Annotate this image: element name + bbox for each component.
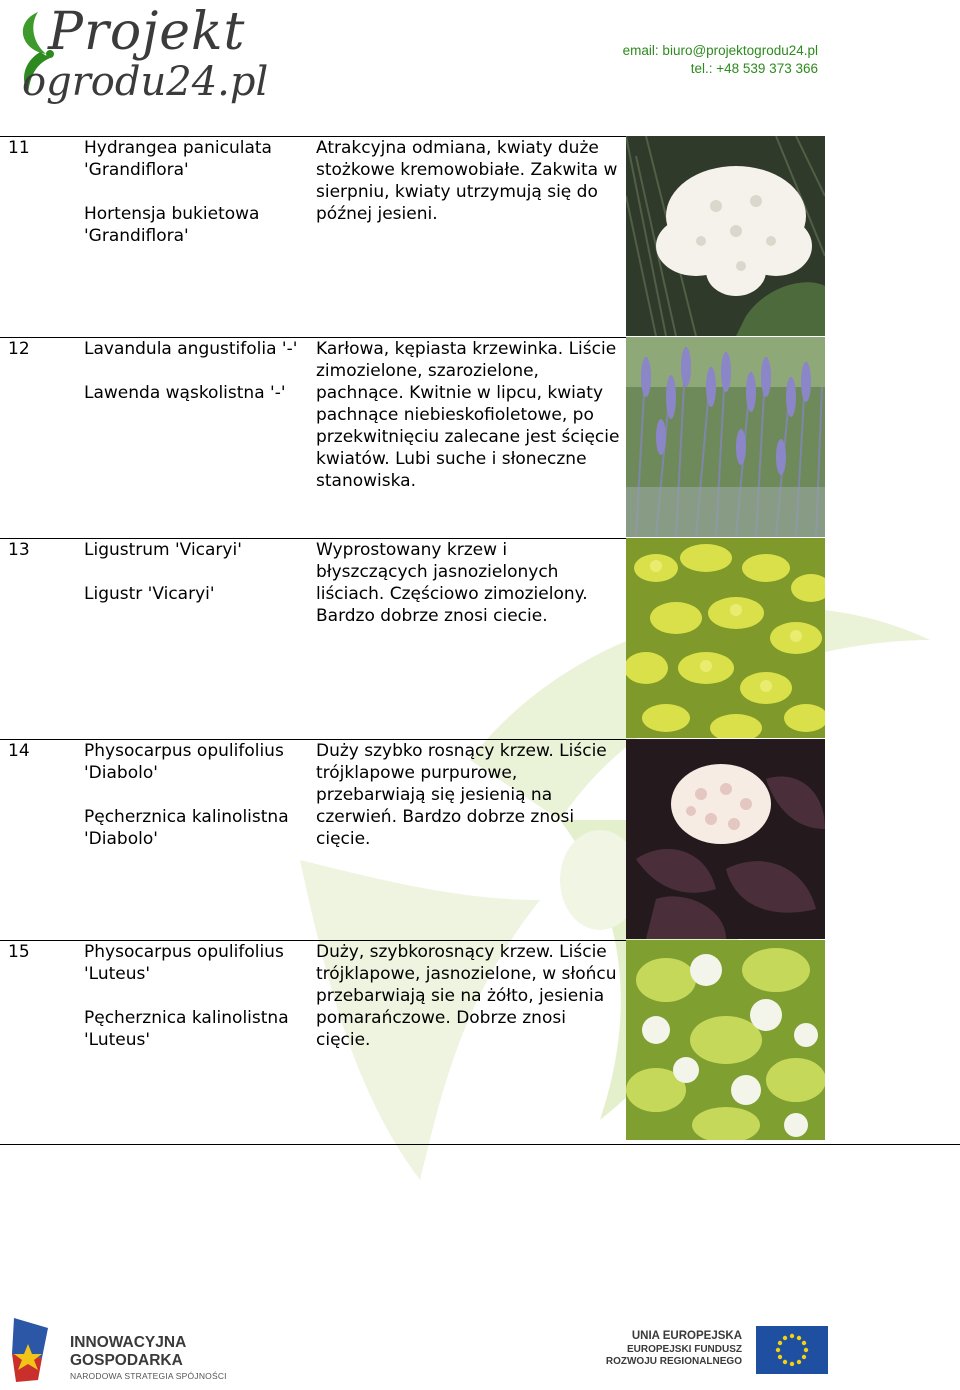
contact-email[interactable]: email: biuro@projektogrodu24.pl [622, 43, 818, 58]
eu-logo [605, 1326, 830, 1374]
plant-description: Duży, szybkorosnący krzew. Liście trójklapowe, jasnozielone, w słońcu przebarwiają sie na żółto, jesienia pomarańczowe. Dobrze znosi cięcie. [316, 942, 617, 1050]
logo-text-projekt: Projekt [48, 2, 246, 62]
plant-name [84, 338, 309, 404]
polish-name: Pęcherznica kalinolistna 'Diabolo' [84, 807, 289, 849]
row-number: 14 [8, 741, 30, 761]
latin-name: Lavandula angustifolia '-' [84, 339, 298, 359]
company-logo[interactable] [10, 2, 269, 114]
plant-name [84, 740, 309, 850]
table-row [0, 136, 960, 337]
row-number: 12 [8, 339, 30, 359]
table-row [0, 940, 960, 1145]
row-number: 11 [8, 138, 30, 158]
purple-ninebark-photo [626, 739, 825, 939]
innovative-economy-logo [8, 1314, 228, 1386]
eu-line3: ROZWOJU REGIONALNEGO [605, 1356, 742, 1367]
plants-table [0, 136, 960, 1145]
footer-left-line1: INNOWACYJNA [70, 1334, 187, 1351]
contact-info [623, 42, 818, 78]
plant-description: Karłowa, kępiasta krzewinka. Liście zimozielone, szarozielone, pachnące. Kwitnie w lipcu, kwiaty pachnące niebieskofioletowe, po przekwitnięciu zalecane jest ścięcie kwiatów. Lubi suche i słoneczne stanowiska. [316, 339, 620, 491]
plant-name [84, 539, 309, 605]
table-row [0, 739, 960, 940]
logo-text-domain: ogrodu24.pl [22, 59, 269, 105]
white-hydrangea-photo [626, 136, 825, 336]
polish-name: Ligustr 'Vicaryi' [84, 584, 215, 604]
polish-name: Pęcherznica kalinolistna 'Luteus' [84, 1008, 289, 1050]
yellow-ninebark-photo [626, 940, 825, 1140]
polish-name: Hortensja bukietowa 'Grandiflora' [84, 204, 260, 246]
lavender-photo [626, 337, 825, 537]
plant-name [84, 941, 309, 1051]
latin-name: Ligustrum 'Vicaryi' [84, 540, 242, 560]
table-row [0, 538, 960, 739]
plant-description: Atrakcyjna odmiana, kwiaty duże stożkowe kremowobiałe. Zakwita w sierpniu, kwiaty utrzymują się do późnej jesieni. [316, 138, 618, 224]
eu-flag-icon [756, 1326, 828, 1374]
polish-name: Lawenda wąskolistna '-' [84, 383, 286, 403]
plant-name [84, 137, 309, 247]
star-flag-icon [8, 1314, 64, 1386]
plant-description: Wyprostowany krzew i błyszczących jasnozielonych liściach. Częściowo zimozielony. Bardzo dobrze znosi ciecie. [316, 540, 588, 626]
table-row [0, 337, 960, 538]
footer-left-line3: NARODOWA STRATEGIA SPÓJNOŚCI [70, 1371, 227, 1381]
row-number: 15 [8, 942, 30, 962]
latin-name: Physocarpus opulifolius 'Luteus' [84, 942, 284, 984]
plant-description: Duży szybko rosnący krzew. Liście trójklapowe purpurowe, przebarwiają się jesienią na czerwień. Bardzo dobrze znosi cięcie. [316, 741, 607, 849]
eu-line2: EUROPEJSKI FUNDUSZ [626, 1344, 742, 1355]
contact-phone[interactable]: tel.: +48 539 373 366 [690, 61, 818, 76]
yellow-privet-photo [626, 538, 825, 738]
eu-line1: UNIA EUROPEJSKA [631, 1330, 742, 1342]
row-number: 13 [8, 540, 30, 560]
footer-left-line2: GOSPODARKA [70, 1352, 183, 1369]
latin-name: Physocarpus opulifolius 'Diabolo' [84, 741, 284, 783]
latin-name: Hydrangea paniculata 'Grandiflora' [84, 138, 272, 180]
